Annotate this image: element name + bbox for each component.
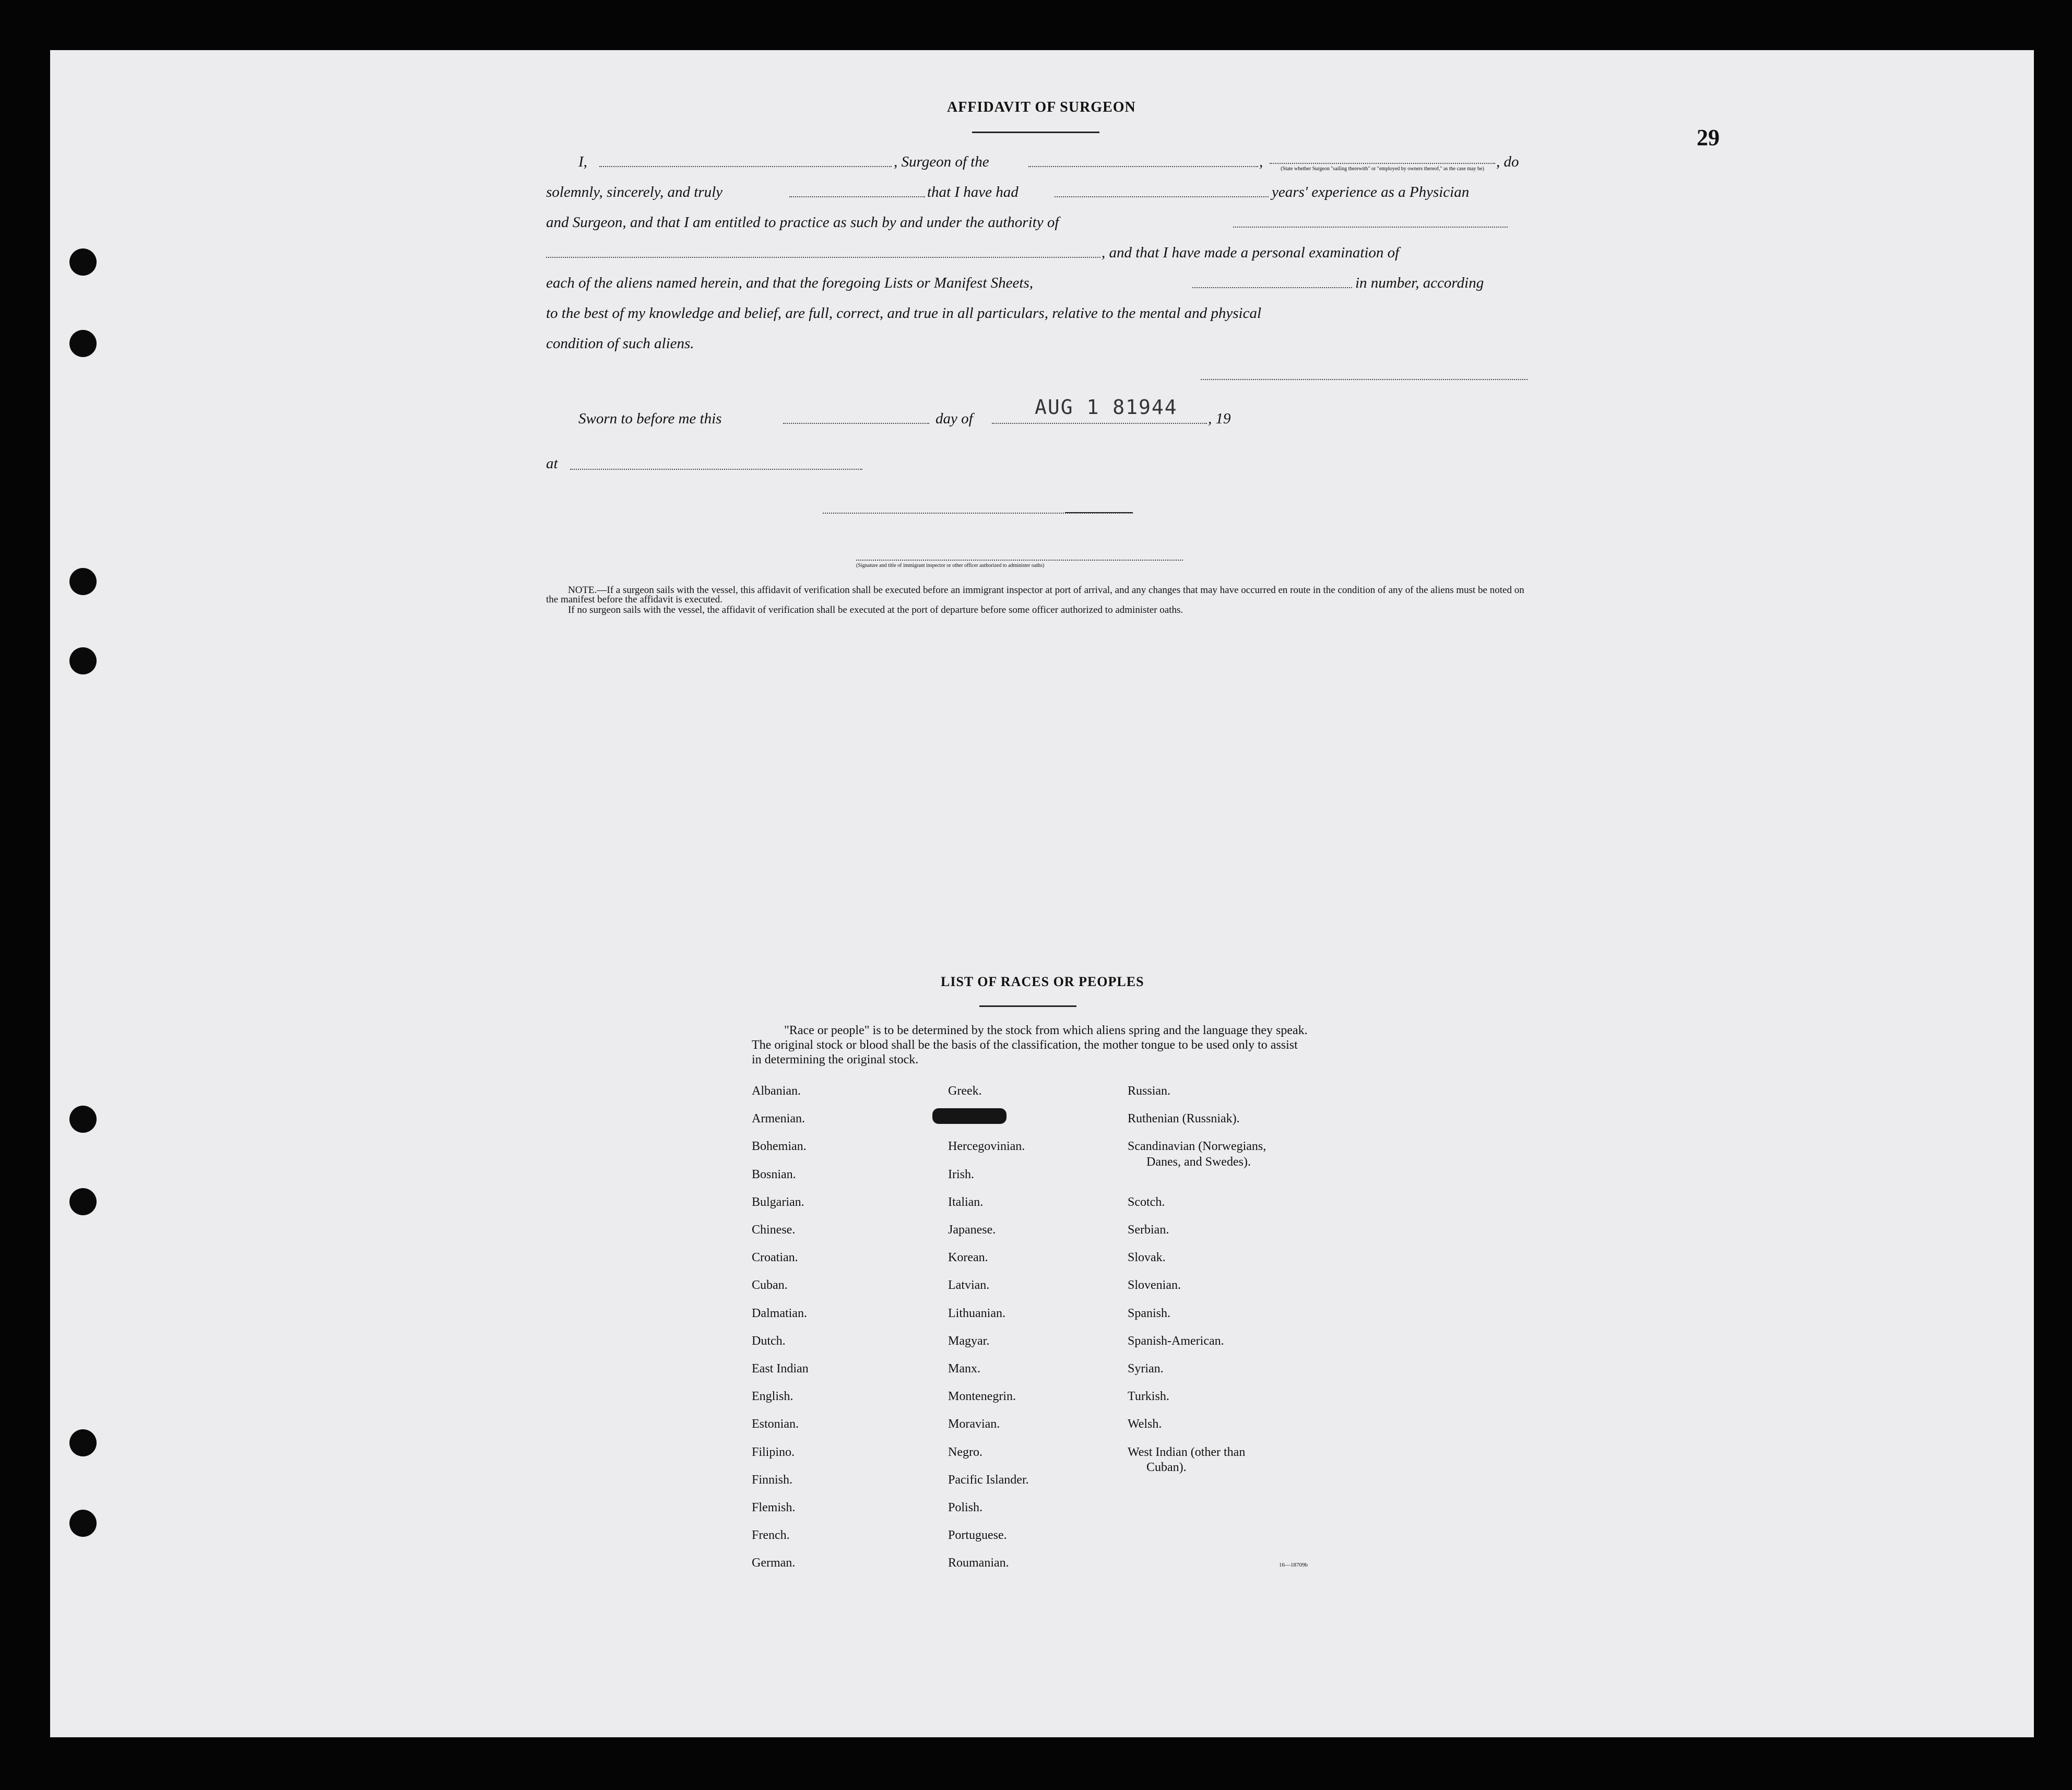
binder-hole (69, 248, 97, 276)
surgeon-name-field[interactable] (599, 166, 892, 167)
binder-hole (69, 1188, 97, 1215)
race-item: Greek. (948, 1084, 982, 1098)
race-item: Bosnian. (752, 1167, 796, 1181)
official-signature-rule (1065, 512, 1133, 513)
race-item: French. (752, 1528, 790, 1543)
race-item: Polish. (948, 1501, 983, 1514)
race-item: Japanese. (948, 1223, 996, 1237)
binder-hole (69, 1510, 97, 1537)
race-item: Cuban. (752, 1278, 788, 1293)
race-item: Syrian. (1128, 1362, 1164, 1376)
at-label: at (546, 455, 558, 472)
race-item: Dutch. (752, 1334, 786, 1348)
sworn-text-a: Sworn to before me this (578, 410, 722, 427)
vessel-name-field[interactable] (1028, 166, 1258, 167)
binder-hole (69, 568, 97, 595)
affidavit-line1-d: , do (1496, 153, 1519, 170)
race-item: Magyar. (948, 1334, 990, 1348)
affidavit-line5-b: in number, according (1355, 275, 1484, 291)
surgeon-status-field[interactable] (1270, 163, 1495, 164)
form-code: 16—18709b (1279, 1562, 1308, 1568)
race-item: Danes, and Swedes). (1146, 1155, 1251, 1169)
sworn-text-c: , 19 (1208, 410, 1231, 427)
race-item: Italian. (948, 1195, 984, 1209)
redaction-mark (932, 1108, 1007, 1124)
race-item: Negro. (948, 1445, 982, 1459)
race-item: Serbian. (1128, 1223, 1169, 1237)
surgeon-signature-field[interactable] (1201, 379, 1528, 380)
race-item: Scandinavian (Norwegians, (1128, 1140, 1266, 1154)
race-item: Moravian. (948, 1417, 1000, 1431)
race-item: Estonian. (752, 1417, 799, 1431)
declare-field[interactable] (789, 196, 925, 197)
manifest-sheets-count-field[interactable] (1192, 287, 1352, 288)
race-item: Croatian. (752, 1251, 798, 1265)
race-item: Spanish-American. (1128, 1334, 1224, 1348)
race-item: Hercegovinian. (948, 1140, 1025, 1154)
race-item: Portuguese. (948, 1528, 1007, 1543)
races-title: LIST OF RACES OR PEOPLES (941, 974, 1144, 989)
race-item: German. (752, 1556, 796, 1570)
title-underline (972, 132, 1099, 133)
race-item: Korean. (948, 1251, 988, 1265)
race-item: Bohemian. (752, 1140, 807, 1154)
race-item: Armenian. (752, 1112, 805, 1126)
affidavit-line5-a: each of the aliens named herein, and that the foregoing Lists or Manifest Sheets, (546, 275, 1033, 291)
race-item: Flemish. (752, 1501, 796, 1514)
affidavit-line7: condition of such aliens. (546, 335, 694, 352)
affidavit-line2-b: that I have had (927, 184, 1019, 200)
race-item: Russian. (1128, 1084, 1171, 1098)
race-item: Albanian. (752, 1084, 801, 1098)
binder-hole (69, 1429, 97, 1456)
affidavit-line1-b: , Surgeon of the (894, 153, 989, 170)
authority-field-b[interactable] (546, 257, 1100, 258)
race-item: Filipino. (752, 1445, 795, 1459)
page-number: 29 (1697, 125, 1720, 150)
sworn-day-field[interactable] (783, 423, 929, 424)
race-item: Dalmatian. (752, 1306, 807, 1320)
affidavit-line6: to the best of my knowledge and belief, are full, correct, and true in all particulars, relative to the mental and physical (546, 305, 1262, 322)
race-item: Ruthenian (Russniak). (1128, 1112, 1240, 1126)
binder-hole (69, 330, 97, 357)
race-item: Slovenian. (1128, 1278, 1181, 1293)
races-title-underline (979, 1005, 1076, 1007)
race-item: Spanish. (1128, 1306, 1171, 1320)
affidavit-line2-a: solemnly, sincerely, and truly (546, 184, 723, 200)
sworn-place-field[interactable] (570, 469, 862, 470)
affidavit-line1-a: I, (578, 153, 587, 170)
race-item: Turkish. (1128, 1390, 1169, 1404)
race-item: Cuban). (1146, 1460, 1187, 1474)
race-item: Scotch. (1128, 1195, 1165, 1209)
race-item: Montenegrin. (948, 1390, 1016, 1404)
years-experience-field[interactable] (1055, 196, 1269, 197)
sworn-month-field[interactable] (992, 423, 1207, 424)
race-item: Chinese. (752, 1223, 796, 1237)
affidavit-line2-c: years' experience as a Physician (1272, 184, 1470, 200)
authority-field-a[interactable] (1233, 227, 1508, 228)
race-item: West Indian (other than (1128, 1445, 1246, 1459)
affidavit-line1-c: , (1259, 153, 1263, 170)
race-item: Manx. (948, 1362, 980, 1376)
document-sheet (50, 50, 2034, 1737)
race-item: Lithuanian. (948, 1306, 1005, 1320)
affidavit-title: AFFIDAVIT OF SURGEON (947, 99, 1136, 115)
race-item: East Indian (752, 1362, 809, 1376)
race-item: Roumanian. (948, 1556, 1009, 1570)
binder-hole (69, 1106, 97, 1133)
surgeon-status-note: (State whether Surgeon "sailing therewith" or "employed by owners thereof," as the case may be) (1281, 166, 1484, 172)
race-item: Slovak. (1128, 1251, 1166, 1265)
signature-caption: (Signature and title of immigrant inspector or other officer authorized to administer oaths) (856, 563, 1045, 568)
affidavit-note-1: NOTE.—If a surgeon sails with the vessel, this affidavit of verification shall be executed before an immigrant inspector at port of arrival, and any changes that may have occurred en route in the condition of any of the aliens must be noted on the manifest before the affidavit is executed. (546, 585, 1524, 605)
sworn-text-b: day of (936, 410, 973, 427)
race-item: Latvian. (948, 1278, 990, 1293)
affidavit-line4: , and that I have made a personal examination of (1102, 244, 1400, 261)
date-stamp: AUG 1 81944 (1035, 396, 1178, 419)
race-item: Irish. (948, 1167, 974, 1181)
race-item: English. (752, 1390, 794, 1404)
race-item: Finnish. (752, 1473, 793, 1487)
race-item: Welsh. (1128, 1417, 1162, 1431)
inspector-signature-field[interactable] (856, 560, 1183, 561)
affidavit-line3: and Surgeon, and that I am entitled to practice as such by and under the authority of (546, 214, 1059, 231)
binder-hole (69, 647, 97, 674)
affidavit-note-2: If no surgeon sails with the vessel, the affidavit of verification shall be executed at the port of departure before some officer authorized to administer oaths. (568, 604, 1183, 615)
races-intro: "Race or people" is to be determined by the stock from which aliens spring and the language they speak. The original stock or blood shall be the basis of the classification, the mother tongue to be used only to assist in determining the original stock. (752, 1024, 1308, 1066)
race-item: Bulgarian. (752, 1195, 804, 1209)
race-item: Pacific Islander. (948, 1473, 1029, 1487)
